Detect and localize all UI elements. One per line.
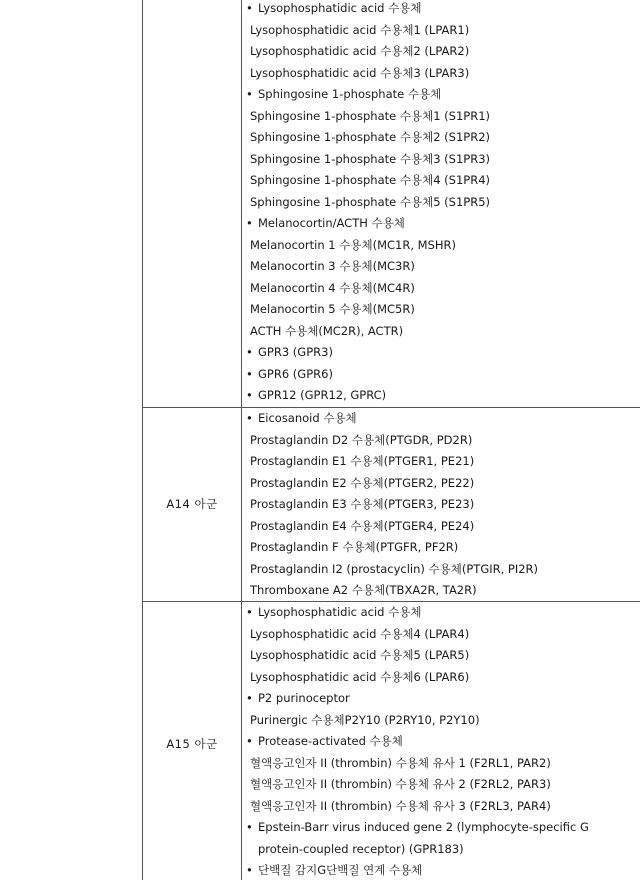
group-label: A15 아군 [166, 737, 218, 751]
bullet-icon: • [246, 820, 253, 834]
list-item [250, 430, 472, 452]
bullet-heading [246, 84, 441, 106]
line-text: Epstein-Barr virus induced gene 2 (lymphocyte-specific G [258, 820, 589, 834]
line-text: Prostaglandin E1 수용체(PTGER1, PE21) [250, 454, 475, 468]
line-text: Lysophosphatidic acid 수용체1 (LPAR1) [250, 22, 470, 37]
bullet-heading [246, 0, 421, 20]
bullet-heading [246, 408, 357, 430]
line-text: Sphingosine 1-phosphate 수용체1 (S1PR1) [250, 108, 491, 123]
list-item [250, 580, 477, 602]
list-item [250, 796, 551, 818]
line-text: 단백질 감지G단백질 연계 수용체 [258, 863, 423, 877]
bullet-heading [246, 342, 333, 364]
line-text: Lysophosphatidic acid 수용체 [258, 1, 422, 15]
line-text: Prostaglandin E3 수용체(PTGER3, PE23) [250, 497, 475, 511]
list-item [250, 192, 490, 214]
line-text: Melanocortin 1 수용체(MC1R, MSHR) [250, 237, 457, 252]
line-text: Protease-activated 수용체 [258, 734, 403, 748]
list-item [250, 473, 474, 495]
list-item [250, 299, 415, 321]
row-divider [142, 407, 640, 408]
bullet-icon: • [246, 366, 253, 381]
list-item [258, 839, 464, 861]
list-item [250, 537, 458, 559]
list-item [250, 149, 490, 171]
line-text: Prostaglandin D2 수용체(PTGDR, PD2R) [250, 432, 473, 447]
line-text: Eicosanoid 수용체 [258, 411, 357, 425]
line-text: ACTH 수용체(MC2R), ACTR) [250, 323, 404, 338]
list-item [250, 753, 551, 775]
line-text: Melanocortin 3 수용체(MC3R) [250, 259, 415, 273]
bullet-icon: • [246, 216, 253, 230]
line-text: Sphingosine 1-phosphate 수용체4 (S1PR4) [250, 173, 491, 187]
bullet-heading [246, 213, 405, 235]
line-text: Sphingosine 1-phosphate 수용체 [258, 87, 442, 101]
list-item [250, 170, 490, 192]
line-text: 혈액응고인자 II (thrombin) 수용체 유사 1 (F2RL1, PAR2) [250, 755, 551, 770]
line-text: Prostaglandin I2 (prostacyclin) 수용체(PTGIR, PI2R) [250, 561, 539, 576]
line-text: protein-coupled receptor) (GPR183) [258, 841, 464, 856]
list-item [250, 321, 403, 343]
bullet-heading [246, 602, 421, 624]
line-text: Melanocortin 5 수용체(MC5R) [250, 302, 415, 316]
line-text: Lysophosphatidic acid 수용체 [258, 605, 422, 619]
bullet-icon: • [246, 87, 253, 101]
list-item [250, 278, 415, 300]
line-text: GPR6 (GPR6) [258, 366, 333, 381]
line-text: Lysophosphatidic acid 수용체6 (LPAR6) [250, 669, 470, 684]
line-text: Melanocortin 4 수용체(MC4R) [250, 280, 415, 295]
bullet-icon: • [246, 1, 253, 15]
list-item [250, 624, 469, 646]
table-column-divider [241, 0, 242, 880]
line-text: Thromboxane A2 수용체(TBXA2R, TA2R) [250, 583, 477, 597]
line-text: Lysophosphatidic acid 수용체2 (LPAR2) [250, 44, 470, 58]
bullet-heading [246, 385, 386, 407]
line-text: Lysophosphatidic acid 수용체4 (LPAR4) [250, 626, 470, 641]
bullet-icon: • [246, 345, 253, 359]
bullet-icon: • [246, 411, 253, 425]
bullet-heading [246, 731, 403, 753]
list-item [250, 106, 490, 128]
list-item [250, 710, 480, 732]
list-item [250, 667, 469, 689]
bullet-heading [246, 860, 422, 882]
line-text: Prostaglandin F 수용체(PTGFR, PF2R) [250, 540, 459, 554]
bullet-icon: • [246, 863, 253, 877]
bullet-icon: • [246, 605, 253, 619]
line-text: Prostaglandin E4 수용체(PTGER4, PE24) [250, 518, 475, 533]
line-text: GPR3 (GPR3) [258, 345, 333, 359]
bullet-heading [246, 688, 350, 710]
bullet-icon: • [246, 734, 253, 748]
list-item [250, 63, 469, 85]
line-text: Lysophosphatidic acid 수용체5 (LPAR5) [250, 648, 470, 662]
bullet-icon: • [246, 388, 253, 402]
line-text: 혈액응고인자 II (thrombin) 수용체 유사 3 (F2RL3, PAR4) [250, 798, 551, 813]
line-text: Lysophosphatidic acid 수용체3 (LPAR3) [250, 65, 470, 80]
line-text: P2 purinoceptor [258, 691, 350, 705]
list-item [250, 41, 469, 63]
list-item [250, 516, 474, 538]
list-item [250, 127, 490, 149]
list-item [250, 235, 456, 257]
line-text: Sphingosine 1-phosphate 수용체3 (S1PR3) [250, 151, 491, 166]
line-text: GPR12 (GPR12, GPRC) [258, 388, 387, 402]
line-text: Prostaglandin E2 수용체(PTGER2, PE22) [250, 475, 475, 490]
line-text: Sphingosine 1-phosphate 수용체5 (S1PR5) [250, 194, 491, 209]
group-label: A14 아군 [166, 497, 218, 511]
line-text: Purinergic 수용체P2Y10 (P2RY10, P2Y10) [250, 712, 480, 727]
list-item [250, 559, 538, 581]
list-item [250, 20, 469, 42]
list-item [250, 256, 415, 278]
bullet-heading [246, 364, 333, 386]
list-item [250, 494, 474, 516]
line-text: 혈액응고인자 II (thrombin) 수용체 유사 2 (F2RL2, PAR3) [250, 777, 551, 791]
bullet-icon: • [246, 691, 253, 705]
list-item [250, 645, 469, 667]
list-item [250, 774, 551, 796]
list-item [250, 451, 474, 473]
line-text: Sphingosine 1-phosphate 수용체2 (S1PR2) [250, 130, 491, 144]
line-text: Melanocortin/ACTH 수용체 [258, 216, 405, 230]
bullet-heading [246, 817, 589, 839]
